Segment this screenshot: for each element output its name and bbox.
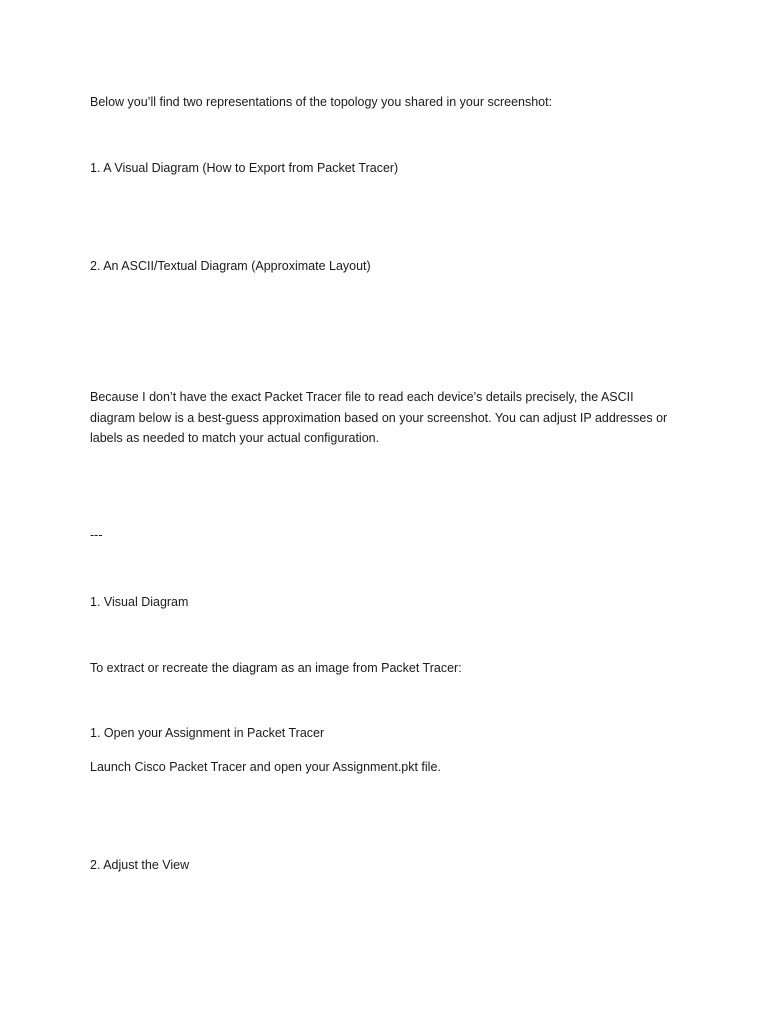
section-heading-visual-diagram: 1. Visual Diagram [90, 595, 189, 609]
step-body-launch: Launch Cisco Packet Tracer and open your Assignment.pkt file. [90, 760, 441, 774]
step-heading-open-assignment: 1. Open your Assignment in Packet Tracer [90, 726, 325, 740]
step-heading-adjust-view: 2. Adjust the View [90, 858, 190, 872]
note-line: Because I don’t have the exact Packet Tracer file to read each device’s details precisely, the ASCII [90, 390, 634, 404]
separator: --- [90, 528, 103, 542]
intro-text: Below you’ll find two representations of the topology you shared in your screenshot: [90, 95, 553, 109]
note-line: labels as needed to match your actual configuration. [90, 431, 380, 445]
list-item-ascii-diagram: 2. An ASCII/Textual Diagram (Approximate Layout) [90, 259, 371, 273]
note-paragraph [90, 387, 680, 449]
note-line: diagram below is a best-guess approximation based on your screenshot. You can adjust IP addresses or [90, 410, 668, 425]
list-item-visual-diagram: 1. A Visual Diagram (How to Export from Packet Tracer) [90, 161, 399, 175]
section-intro: To extract or recreate the diagram as an image from Packet Tracer: [90, 661, 462, 675]
